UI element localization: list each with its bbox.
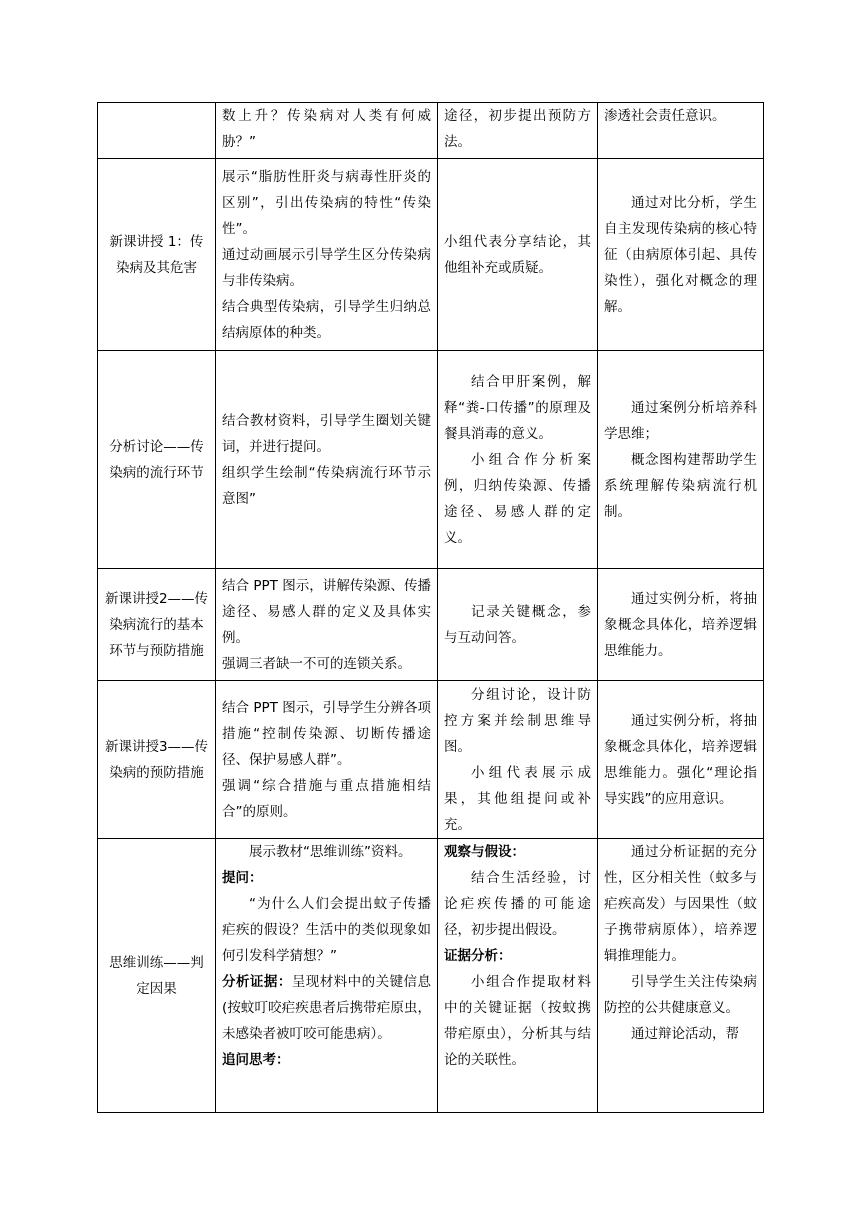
cell-text: “为什么人们会提出蚊子传播疟疾的假设？生活中的类似现象如何引发科学猜想？” bbox=[222, 896, 431, 964]
cell-text: 通过实例分析，将抽象概念具体化，培养逻辑思维能力。 bbox=[604, 590, 757, 659]
cell-heading: 追问思考： bbox=[222, 1052, 290, 1068]
table-cell bbox=[216, 839, 438, 1113]
table-row bbox=[98, 681, 764, 839]
cell-text: 结合生活经验，讨论疟疾传播的可能途径，初步提出假设。 bbox=[444, 870, 591, 938]
cell-text: 概念图构建帮助学生系统理解传染病流行机制。 bbox=[604, 451, 757, 520]
table-row bbox=[98, 103, 764, 159]
cell-text: 记录关键概念，参与互动问答。 bbox=[444, 603, 591, 646]
cell-text: 数上升？传染病对人类有何威胁？” bbox=[222, 108, 431, 150]
table-row bbox=[98, 159, 764, 351]
stage-label: 思维训练——判定因果 bbox=[109, 954, 204, 997]
cell-heading: 证据分析： bbox=[444, 948, 512, 964]
cell-heading: 分析证据： bbox=[222, 974, 292, 990]
cell-heading: 观察与假设： bbox=[444, 844, 525, 860]
stage-label: 新课讲授2——传染病流行的基本环节与预防措施 bbox=[104, 590, 209, 659]
cell-text: 展示“脂肪性肝炎与病毒性肝炎的区别”，引出传染病的特性“传染性”。 bbox=[222, 168, 431, 237]
cell-text: 结合 PPT 图示，引导学生分辨各项措施“控制传染源、切断传播途径、保护易感人群”。 bbox=[222, 699, 431, 768]
cell-text: 小组合作提取材料中的关键证据（按蚊携带疟原虫），分析其与结论的关联性。 bbox=[444, 974, 591, 1068]
stage-label: 新课讲授3——传染病的预防措施 bbox=[104, 738, 209, 781]
table-cell bbox=[598, 103, 764, 159]
table-cell bbox=[598, 681, 764, 839]
cell-text: 渗透社会责任意识。 bbox=[604, 108, 726, 124]
cell-text: 通过分析证据的充分性，区分相关性（蚊多与疟疾高发）与因果性（蚊子携带病原体），培养逻辑推理能力。 bbox=[604, 844, 757, 964]
cell-text: 展示教材“思维训练”资料。 bbox=[249, 844, 412, 860]
cell-text: 通过实例分析，将抽象概念具体化，培养逻辑思维能力。强化“理论指导实践”的应用意识。 bbox=[604, 712, 757, 807]
table-cell bbox=[438, 681, 598, 839]
cell-text: 结合 PPT 图示，讲解传染源、传播途径、易感人群的定义及具体实例。 bbox=[222, 577, 431, 646]
stage-label: 分析讨论——传染病的流行环节 bbox=[109, 438, 204, 481]
cell-text: 小组代表展示成果，其他组提问或补充。 bbox=[444, 764, 591, 833]
table-cell bbox=[598, 159, 764, 351]
cell-text: 途径，初步提出预防方法。 bbox=[444, 108, 591, 150]
table-cell bbox=[598, 569, 764, 681]
table-cell bbox=[216, 681, 438, 839]
table-cell bbox=[216, 569, 438, 681]
cell-text: 结合典型传染病，引导学生归纳总结病原体的种类。 bbox=[222, 298, 431, 341]
table-cell bbox=[216, 351, 438, 569]
table-cell bbox=[438, 351, 598, 569]
lesson-plan-table bbox=[97, 102, 764, 1113]
table-row bbox=[98, 351, 764, 569]
cell-text: 强调三者缺一不可的连锁关系。 bbox=[222, 655, 411, 672]
cell-text: 强调“综合措施与重点措施相结合”的原则。 bbox=[222, 777, 431, 820]
cell-text: 通过动画展示引导学生区分传染病与非传染病。 bbox=[222, 246, 431, 289]
cell-text: 分组讨论，设计防控方案并绘制思维导图。 bbox=[444, 686, 591, 755]
cell-text: 组织学生绘制“传染病流行环节示意图” bbox=[222, 464, 431, 507]
table-cell bbox=[598, 351, 764, 569]
cell-heading: 提问： bbox=[222, 870, 263, 886]
table-cell bbox=[438, 159, 598, 351]
cell-text: 通过辩论活动，帮 bbox=[631, 1026, 739, 1042]
cell-text: 结合甲肝案例，解释“粪-口传播”的原理及餐具消毒的意义。 bbox=[444, 373, 591, 442]
stage-cell bbox=[98, 159, 216, 351]
stage-cell bbox=[98, 569, 216, 681]
table-cell bbox=[98, 103, 216, 159]
table-cell bbox=[216, 103, 438, 159]
cell-text: 引导学生关注传染病防控的公共健康意义。 bbox=[604, 974, 757, 1016]
cell-text: 小组代表分享结论，其他组补充或质疑。 bbox=[444, 233, 591, 276]
cell-text: 通过案例分析培养科学思维； bbox=[604, 399, 757, 442]
cell-text: 小组合作分析案例，归纳传染源、传播途径、易感人群的定义。 bbox=[444, 451, 591, 546]
cell-text: 通过对比分析，学生自主发现传染病的核心特征（由病原体引起、具传染性），强化对概念的理解。 bbox=[604, 194, 757, 315]
table-cell bbox=[216, 159, 438, 351]
stage-cell bbox=[98, 839, 216, 1113]
table-cell bbox=[438, 839, 598, 1113]
stage-label: 新课讲授 1：传染病及其危害 bbox=[109, 233, 204, 276]
table-row bbox=[98, 569, 764, 681]
cell-text: 结合教材资料，引导学生圈划关键词，并进行提问。 bbox=[222, 412, 431, 455]
table-cell bbox=[438, 569, 598, 681]
stage-cell bbox=[98, 681, 216, 839]
table-cell bbox=[438, 103, 598, 159]
table-cell bbox=[598, 839, 764, 1113]
table-row bbox=[98, 839, 764, 1113]
stage-cell bbox=[98, 351, 216, 569]
cell-text: 呈现材料中的关键信息(按蚊叮咬疟疾患者后携带疟原虫，未感染者被叮咬可能患病）。 bbox=[222, 974, 432, 1042]
